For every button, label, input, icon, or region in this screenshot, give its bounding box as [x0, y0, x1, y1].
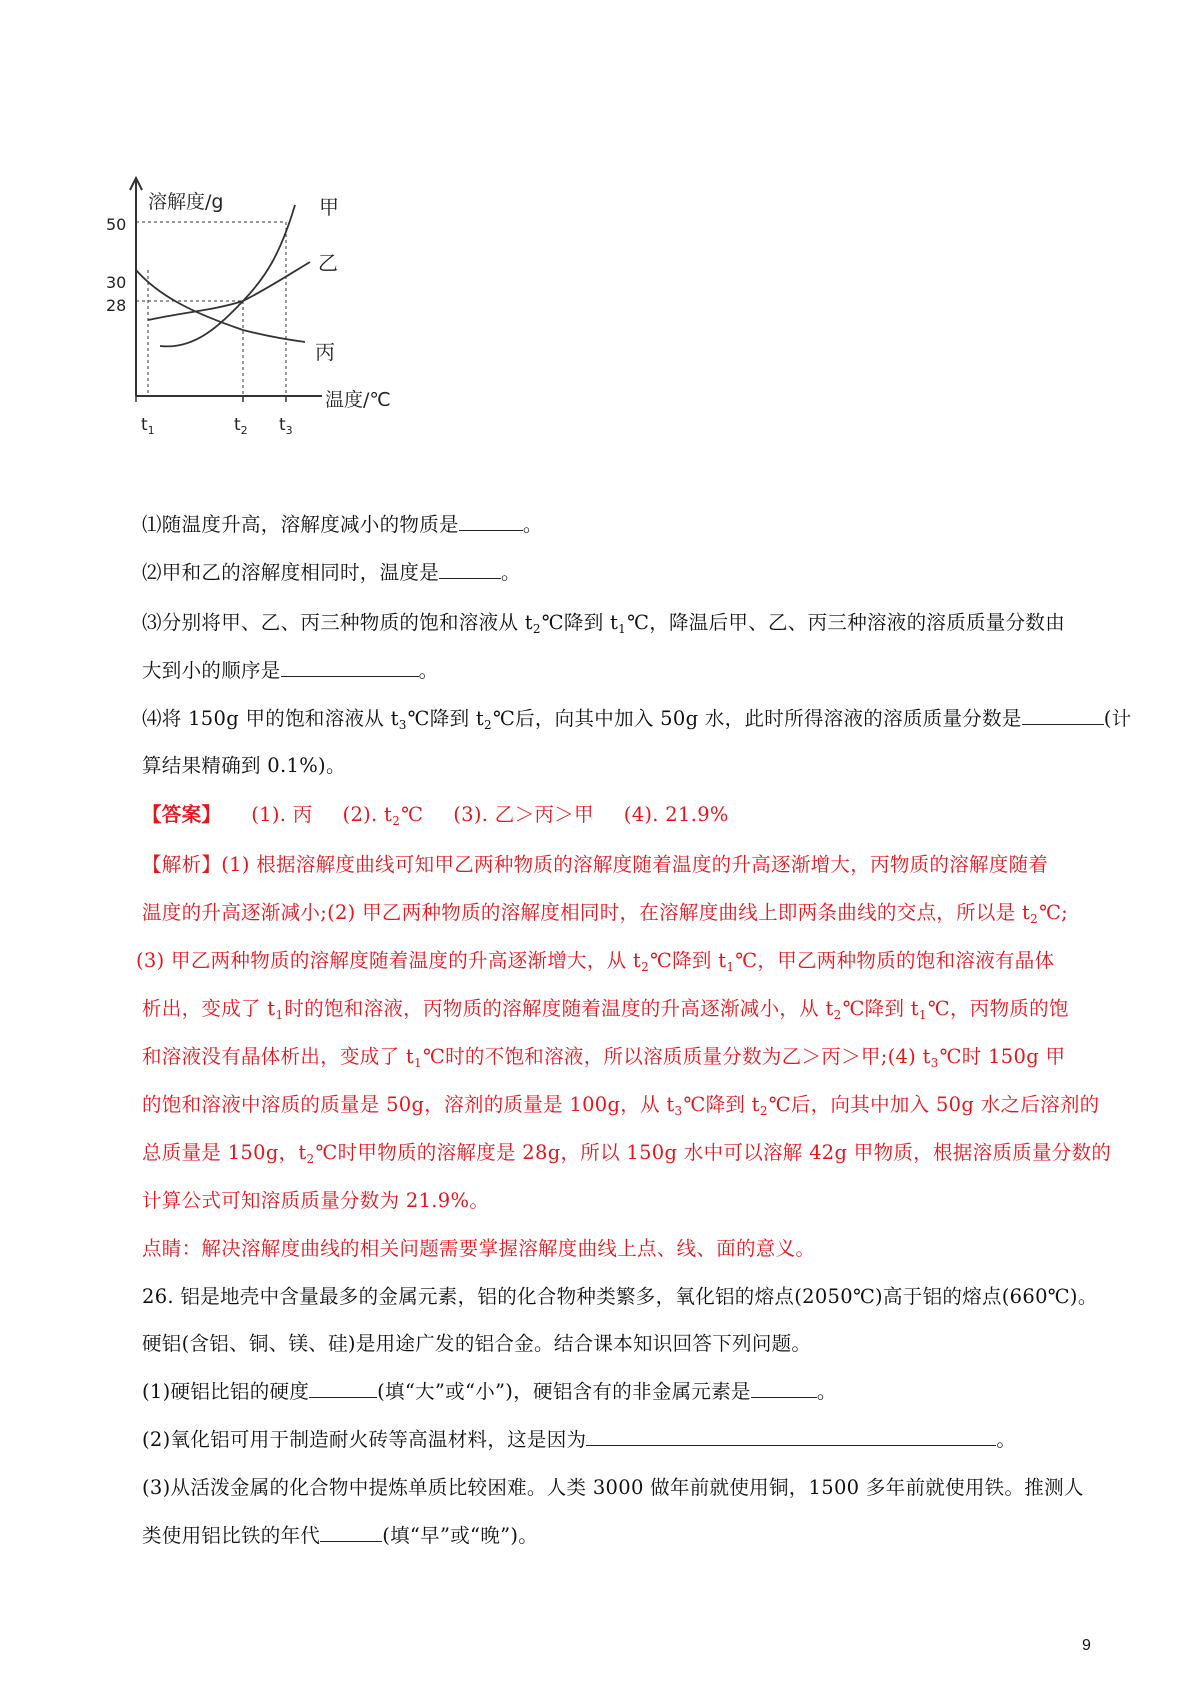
question-26-3-line-1	[142, 1475, 1084, 1501]
question-25-4-line-1	[142, 706, 1131, 738]
analysis-text: 的饱和溶液中溶质的质量是 50g，溶剂的质量是 100g，从 t	[142, 1093, 675, 1116]
analysis-text: 时的饱和溶液，丙物质的溶解度随着温度的升高逐渐减小，从 t	[284, 997, 834, 1020]
analysis-text: 【解析】(1) 根据溶解度曲线可知甲乙两种物质的溶解度随着温度的升高逐渐增大，丙物质的溶解度随着	[142, 853, 1049, 876]
subscript: 2	[1030, 912, 1039, 926]
analysis-text: 和溶液没有晶体析出，变成了 t	[142, 1045, 415, 1068]
chart-curves	[136, 205, 310, 346]
subscript: 2	[641, 960, 649, 974]
answer-2: (2). t	[342, 803, 393, 826]
question-25-3-line-1	[142, 610, 1065, 642]
question-text: 算结果精确到 0.1%)。	[142, 754, 346, 777]
analysis-line-4	[142, 996, 1069, 1028]
question-25-3-line-2	[142, 658, 438, 684]
question-text: 硬铝(含铝、铜、镁、硅)是用途广发的铝合金。结合课本知识回答下列问题。	[142, 1332, 812, 1355]
series-label-jia: 甲	[319, 195, 339, 219]
subscript: 2	[833, 1008, 842, 1022]
y-tick-label: 50	[106, 215, 127, 234]
question-end: 。	[522, 513, 543, 536]
question-text: (1)硬铝比铝的硬度	[142, 1380, 310, 1403]
x-tick-label-t2: $t_2$	[234, 415, 248, 437]
subscript: 1	[414, 1056, 422, 1070]
subscript: 2	[759, 1104, 768, 1118]
answer-blank	[1022, 706, 1104, 725]
question-text: (3)从活泼金属的化合物中提炼单质比较困难。人类 3000 做年前就使用铜，1500 多年前就使用铁。推测人	[142, 1476, 1084, 1499]
analysis-line-7	[142, 1140, 1111, 1172]
question-end: 。	[996, 1428, 1017, 1451]
analysis-line-3	[136, 948, 1054, 980]
question-text: ⑶分别将甲、乙、丙三种物质的饱和溶液从 t	[142, 611, 533, 634]
answer-blank	[459, 512, 523, 531]
question-text: (填“早”或“晚”)。	[382, 1524, 539, 1547]
question-text: ⑴随温度升高，溶解度减小的物质是	[142, 513, 459, 536]
analysis-text: ℃后，向其中加入 50g 水之后溶剂的	[768, 1093, 1100, 1116]
page-number: 9	[1082, 1637, 1091, 1654]
question-25-1	[142, 512, 543, 538]
subscript: 3	[398, 718, 407, 732]
analysis-text: ℃;	[1039, 901, 1069, 924]
question-end: 。	[816, 1380, 837, 1403]
analysis-text: 温度的升高逐渐减小;(2) 甲乙两种物质的溶解度相同时，在溶解度曲线上即两条曲线的交点，所以是 t	[142, 901, 1031, 924]
series-label-bing: 丙	[315, 340, 335, 364]
question-text: 大到小的顺序是	[142, 659, 281, 682]
question-text: ℃后，向其中加入 50g 水，此时所得溶液的溶质质量分数是	[492, 707, 1022, 730]
question-26-line-2	[142, 1331, 811, 1357]
subscript: 3	[674, 1104, 683, 1118]
answer-2-unit: ℃	[401, 803, 424, 826]
answer-blank	[320, 1523, 382, 1542]
solubility-curve-chart	[100, 170, 440, 470]
analysis-line-2	[142, 900, 1068, 932]
question-text: ℃降到 t	[541, 611, 619, 634]
answer-blank	[751, 1379, 817, 1398]
analysis-text: 总质量是 150g，t	[142, 1141, 307, 1164]
subscript: 2	[484, 718, 492, 732]
subscript: 1	[618, 622, 627, 636]
x-tick-label-t3: $t_3$	[279, 415, 293, 437]
answer-label: 【答案】	[142, 803, 222, 826]
analysis-text: ℃降到 t	[683, 1093, 760, 1116]
answer-blank	[586, 1427, 996, 1446]
question-26-3-line-2	[142, 1523, 538, 1549]
subscript: 1	[275, 1008, 284, 1022]
question-text: ⑷将 150g 甲的饱和溶液从 t	[142, 707, 399, 730]
answer-1: (1). 丙	[251, 803, 313, 826]
subscript: 2	[392, 814, 401, 828]
analysis-text: ℃时甲物质的溶解度是 28g，所以 150g 水中可以溶解 42g 甲物质，根据溶质质量分数的	[315, 1141, 1112, 1164]
question-text: (填“大”或“小”)，硬铝含有的非金属元素是	[377, 1380, 751, 1403]
question-text: ⑵甲和乙的溶解度相同时，温度是	[142, 561, 440, 584]
question-end: 。	[418, 659, 439, 682]
answer-3: (3). 乙＞丙＞甲	[453, 803, 594, 826]
question-text: ℃降到 t	[407, 707, 485, 730]
question-25-2	[142, 560, 521, 586]
analysis-text: ℃时的不饱和溶液，所以溶质质量分数为乙＞丙＞甲;(4) t	[422, 1045, 931, 1068]
subscript: 1	[726, 960, 735, 974]
analysis-line-8	[142, 1188, 489, 1214]
question-26-2	[142, 1427, 1016, 1453]
answer-blank	[309, 1379, 377, 1398]
tip-line	[142, 1236, 815, 1262]
answer-blank	[439, 560, 501, 579]
subscript: 2	[532, 622, 541, 636]
question-26-1	[142, 1379, 837, 1405]
analysis-line-6	[142, 1092, 1099, 1124]
x-tick-label-t1: $t_1$	[141, 415, 155, 437]
tip-text: 点睛：解决溶解度曲线的相关问题需要掌握溶解度曲线上点、线、面的意义。	[142, 1237, 816, 1260]
question-end: 。	[501, 561, 521, 584]
analysis-text: ℃，丙物质的饱	[927, 997, 1069, 1020]
analysis-text: ℃，甲乙两种物质的饱和溶液有晶体	[735, 949, 1055, 972]
question-text: 26. 铝是地壳中含量最多的金属元素，铝的化合物种类繁多，氧化铝的熔点(2050℃)高于铝的熔点(660℃)。	[142, 1285, 1098, 1308]
subscript: 2	[306, 1152, 315, 1166]
analysis-text: ℃时 150g 甲	[939, 1045, 1066, 1068]
series-label-yi: 乙	[318, 251, 338, 275]
analysis-text: 计算公式可知溶质质量分数为 21.9%。	[142, 1189, 490, 1212]
x-axis-label: 温度/℃	[325, 389, 391, 411]
analysis-text: (3) 甲乙两种物质的溶解度随着温度的升高逐渐增大，从 t	[136, 949, 642, 972]
y-tick-label: 28	[106, 296, 127, 315]
subscript: 3	[930, 1056, 939, 1070]
question-text: (计	[1103, 707, 1132, 730]
subscript: 1	[918, 1008, 927, 1022]
answer-4: (4). 21.9%	[623, 803, 729, 826]
question-text: 类使用铝比铁的年代	[142, 1524, 321, 1547]
analysis-line-1	[142, 852, 1048, 878]
answer-blank	[281, 658, 419, 677]
question-26-line-1	[142, 1284, 1098, 1310]
answer-line	[142, 802, 729, 834]
analysis-text: 析出，变成了 t	[142, 997, 276, 1020]
question-text: ℃，降温后甲、乙、丙三种溶液的溶质质量分数由	[627, 611, 1065, 634]
question-25-4-line-2	[142, 753, 346, 779]
analysis-line-5	[142, 1044, 1065, 1076]
analysis-text: ℃降到 t	[650, 949, 727, 972]
y-tick-label: 30	[106, 273, 127, 292]
analysis-text: ℃降到 t	[842, 997, 919, 1020]
question-text: (2)氧化铝可用于制造耐火砖等高温材料，这是因为	[142, 1428, 587, 1451]
y-axis-label: 溶解度/g	[148, 191, 224, 213]
